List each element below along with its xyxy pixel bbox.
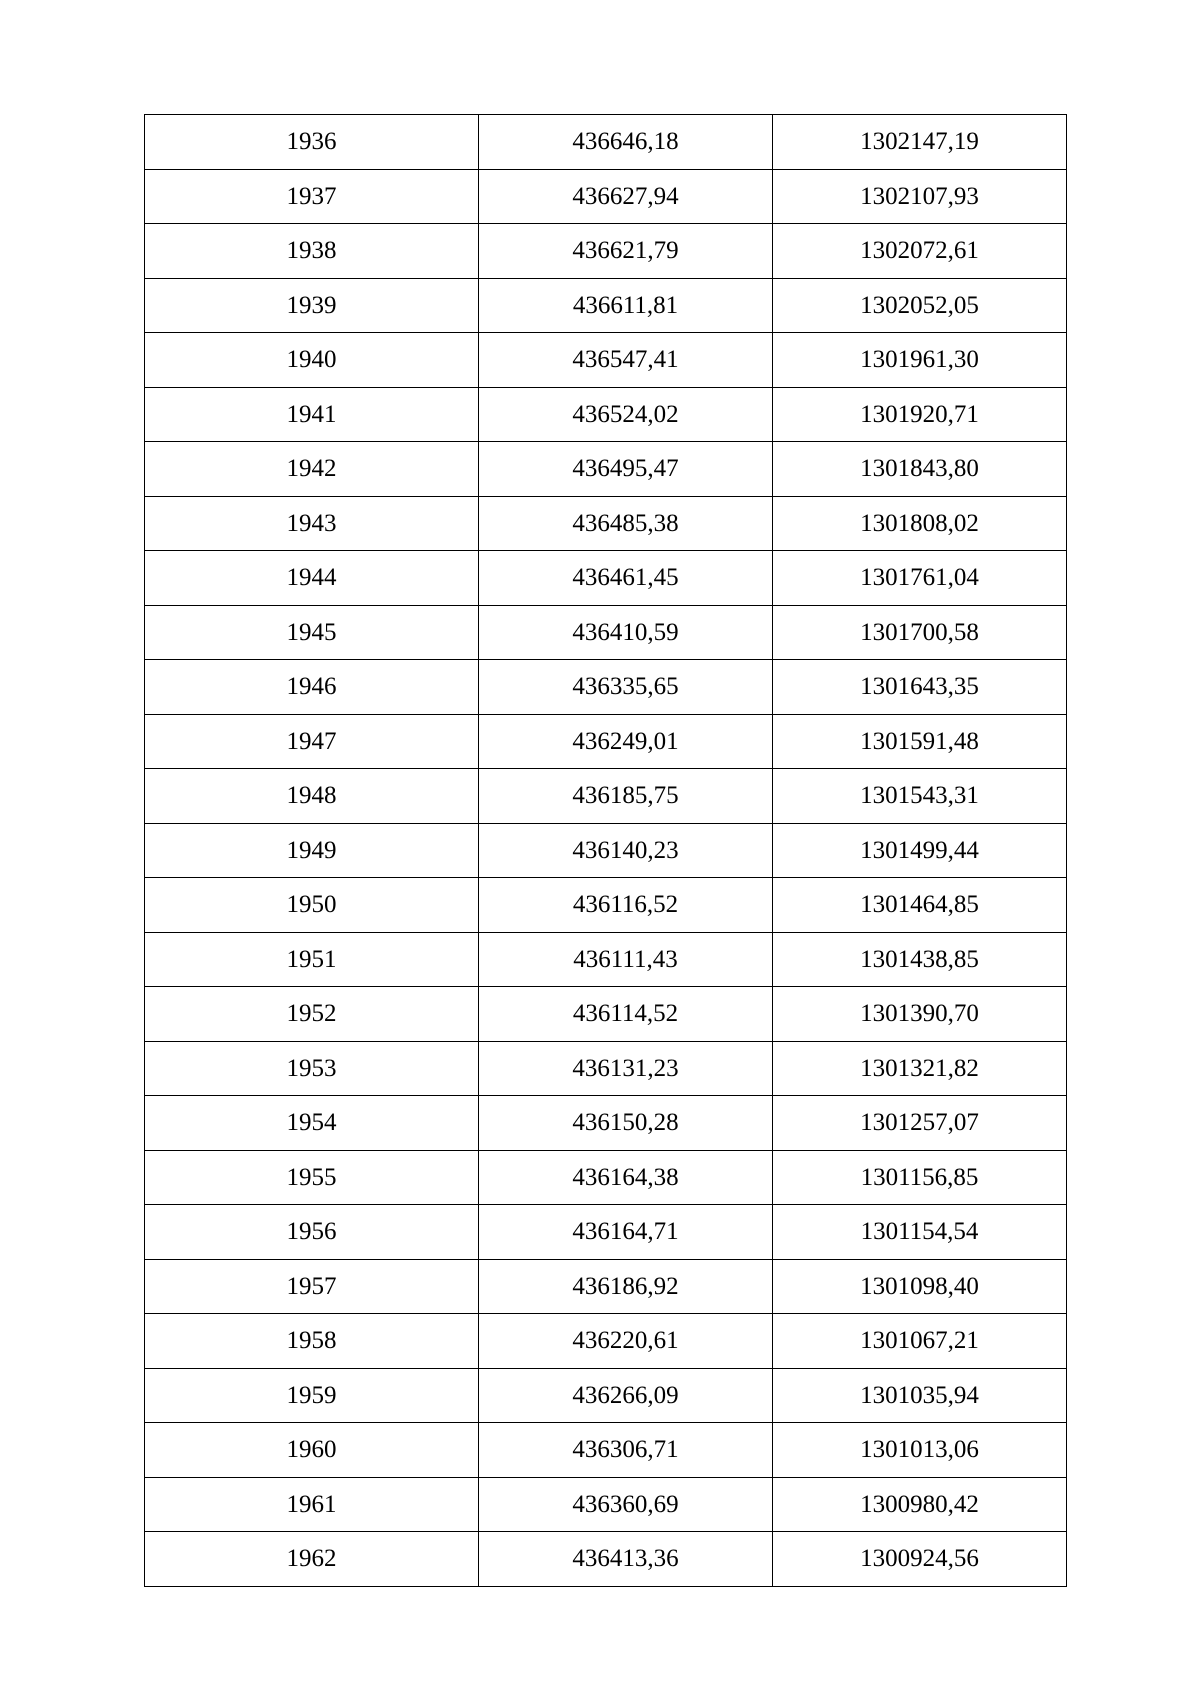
y-coordinate-cell: 1301761,04: [773, 551, 1067, 606]
x-coordinate-cell: 436611,81: [479, 278, 773, 333]
x-coordinate-cell: 436131,23: [479, 1041, 773, 1096]
table-row: [145, 1477, 1067, 1532]
point-number-cell: 1945: [145, 605, 479, 660]
point-number-cell: 1942: [145, 442, 479, 497]
x-coordinate-cell: 436413,36: [479, 1532, 773, 1587]
x-coordinate-cell: 436360,69: [479, 1477, 773, 1532]
y-coordinate-cell: 1301013,06: [773, 1423, 1067, 1478]
table-row: [145, 605, 1067, 660]
point-number-cell: 1957: [145, 1259, 479, 1314]
y-coordinate-cell: 1301920,71: [773, 387, 1067, 442]
point-number-cell: 1954: [145, 1096, 479, 1151]
table-row: [145, 1368, 1067, 1423]
y-coordinate-cell: 1301154,54: [773, 1205, 1067, 1260]
point-number-cell: 1958: [145, 1314, 479, 1369]
table-row: [145, 1205, 1067, 1260]
x-coordinate-cell: 436621,79: [479, 224, 773, 279]
point-number-cell: 1944: [145, 551, 479, 606]
x-coordinate-cell: 436116,52: [479, 878, 773, 933]
point-number-cell: 1961: [145, 1477, 479, 1532]
table-row: [145, 823, 1067, 878]
point-number-cell: 1950: [145, 878, 479, 933]
point-number-cell: 1949: [145, 823, 479, 878]
x-coordinate-cell: 436164,71: [479, 1205, 773, 1260]
y-coordinate-cell: 1301035,94: [773, 1368, 1067, 1423]
y-coordinate-cell: 1302052,05: [773, 278, 1067, 333]
y-coordinate-cell: 1301843,80: [773, 442, 1067, 497]
table-row: [145, 1259, 1067, 1314]
point-number-cell: 1962: [145, 1532, 479, 1587]
point-number-cell: 1955: [145, 1150, 479, 1205]
coordinates-table-body: [145, 115, 1067, 1587]
x-coordinate-cell: 436410,59: [479, 605, 773, 660]
coordinates-table: [144, 114, 1067, 1587]
y-coordinate-cell: 1301464,85: [773, 878, 1067, 933]
table-row: [145, 932, 1067, 987]
x-coordinate-cell: 436335,65: [479, 660, 773, 715]
table-row: [145, 1423, 1067, 1478]
x-coordinate-cell: 436646,18: [479, 115, 773, 170]
y-coordinate-cell: 1302107,93: [773, 169, 1067, 224]
table-row: [145, 1150, 1067, 1205]
x-coordinate-cell: 436495,47: [479, 442, 773, 497]
x-coordinate-cell: 436485,38: [479, 496, 773, 551]
y-coordinate-cell: 1301257,07: [773, 1096, 1067, 1151]
y-coordinate-cell: 1301321,82: [773, 1041, 1067, 1096]
y-coordinate-cell: 1301643,35: [773, 660, 1067, 715]
point-number-cell: 1937: [145, 169, 479, 224]
point-number-cell: 1948: [145, 769, 479, 824]
x-coordinate-cell: 436140,23: [479, 823, 773, 878]
x-coordinate-cell: 436150,28: [479, 1096, 773, 1151]
x-coordinate-cell: 436185,75: [479, 769, 773, 824]
x-coordinate-cell: 436114,52: [479, 987, 773, 1042]
y-coordinate-cell: 1300980,42: [773, 1477, 1067, 1532]
point-number-cell: 1960: [145, 1423, 479, 1478]
table-row: [145, 387, 1067, 442]
y-coordinate-cell: 1300924,56: [773, 1532, 1067, 1587]
y-coordinate-cell: 1301438,85: [773, 932, 1067, 987]
table-row: [145, 878, 1067, 933]
point-number-cell: 1943: [145, 496, 479, 551]
y-coordinate-cell: 1301808,02: [773, 496, 1067, 551]
x-coordinate-cell: 436461,45: [479, 551, 773, 606]
point-number-cell: 1956: [145, 1205, 479, 1260]
point-number-cell: 1959: [145, 1368, 479, 1423]
table-row: [145, 1041, 1067, 1096]
table-row: [145, 769, 1067, 824]
x-coordinate-cell: 436164,38: [479, 1150, 773, 1205]
x-coordinate-cell: 436627,94: [479, 169, 773, 224]
table-row: [145, 1096, 1067, 1151]
y-coordinate-cell: 1301543,31: [773, 769, 1067, 824]
x-coordinate-cell: 436524,02: [479, 387, 773, 442]
table-row: [145, 115, 1067, 170]
table-row: [145, 224, 1067, 279]
x-coordinate-cell: 436547,41: [479, 333, 773, 388]
point-number-cell: 1951: [145, 932, 479, 987]
x-coordinate-cell: 436186,92: [479, 1259, 773, 1314]
x-coordinate-cell: 436266,09: [479, 1368, 773, 1423]
y-coordinate-cell: 1301067,21: [773, 1314, 1067, 1369]
point-number-cell: 1946: [145, 660, 479, 715]
x-coordinate-cell: 436249,01: [479, 714, 773, 769]
y-coordinate-cell: 1301591,48: [773, 714, 1067, 769]
table-row: [145, 987, 1067, 1042]
y-coordinate-cell: 1301156,85: [773, 1150, 1067, 1205]
table-row: [145, 1532, 1067, 1587]
point-number-cell: 1938: [145, 224, 479, 279]
table-row: [145, 442, 1067, 497]
y-coordinate-cell: 1301098,40: [773, 1259, 1067, 1314]
table-row: [145, 714, 1067, 769]
table-row: [145, 333, 1067, 388]
point-number-cell: 1952: [145, 987, 479, 1042]
y-coordinate-cell: 1301390,70: [773, 987, 1067, 1042]
point-number-cell: 1936: [145, 115, 479, 170]
x-coordinate-cell: 436111,43: [479, 932, 773, 987]
table-row: [145, 660, 1067, 715]
table-row: [145, 1314, 1067, 1369]
point-number-cell: 1953: [145, 1041, 479, 1096]
point-number-cell: 1940: [145, 333, 479, 388]
point-number-cell: 1947: [145, 714, 479, 769]
y-coordinate-cell: 1302072,61: [773, 224, 1067, 279]
x-coordinate-cell: 436220,61: [479, 1314, 773, 1369]
table-row: [145, 278, 1067, 333]
x-coordinate-cell: 436306,71: [479, 1423, 773, 1478]
y-coordinate-cell: 1302147,19: [773, 115, 1067, 170]
y-coordinate-cell: 1301499,44: [773, 823, 1067, 878]
y-coordinate-cell: 1301961,30: [773, 333, 1067, 388]
point-number-cell: 1941: [145, 387, 479, 442]
table-row: [145, 551, 1067, 606]
table-row: [145, 169, 1067, 224]
point-number-cell: 1939: [145, 278, 479, 333]
table-row: [145, 496, 1067, 551]
y-coordinate-cell: 1301700,58: [773, 605, 1067, 660]
